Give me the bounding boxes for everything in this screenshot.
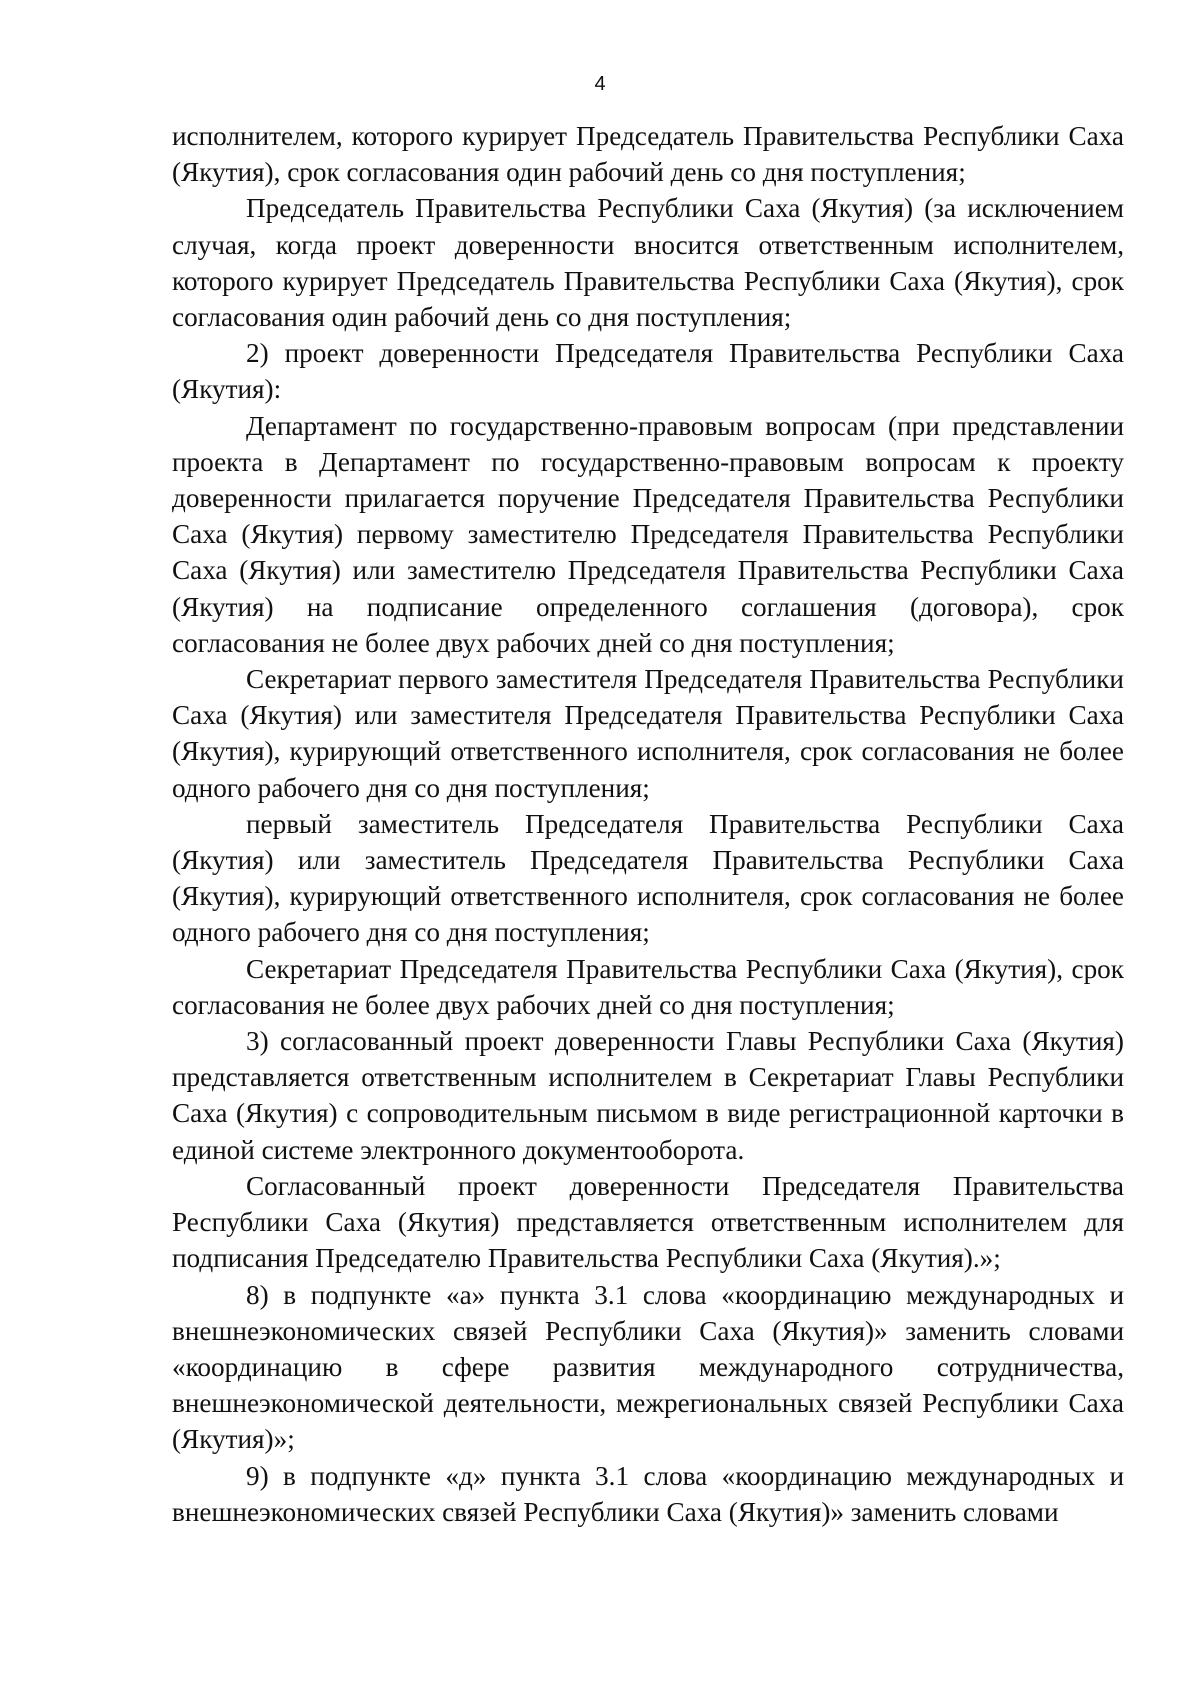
paragraph: 8) в подпункте «а» пункта 3.1 слова «координацию международных и внешнеэкономических связей Республики Саха (Якутия)» заменить словами «координацию в сфере развития международного сотрудничества, внешнеэкономической деятельности, межрегиональных связей Республики Саха (Якутия)»; — [172, 1279, 1124, 1455]
paragraph: Секретариат Председателя Правительства Республики Саха (Якутия), срок согласования не более двух рабочих дней со дня поступления; — [172, 953, 1124, 1020]
paragraph: Секретариат первого заместителя Председателя Правительства Республики Саха (Якутия) или заместителя Председателя Правительства Республики Саха (Якутия), курирующий ответственного исполнителя, срок согласования не более одного рабочего дня со дня поступления; — [172, 664, 1124, 803]
paragraph: исполнителем, которого курирует Председатель Правительства Республики Саха (Якутия), срок согласования один рабочий день со дня поступления; — [172, 121, 1124, 188]
paragraph: Председатель Правительства Республики Саха (Якутия) (за исключением случая, когда проект доверенности вносится ответственным исполнителем, которого курирует Председатель Правительства Республики Саха (Якутия), срок согласования один рабочий день со дня поступления; — [172, 193, 1124, 333]
paragraph: Согласованный проект доверенности Председателя Правительства Республики Саха (Якутия) представляется ответственным исполнителем для подписания Председателю Правительства Республики Саха (Якутия).»; — [172, 1170, 1124, 1274]
document-body — [172, 118, 1124, 1530]
paragraph: Департамент по государственно-правовым вопросам (при представлении проекта в Департамент по государственно-правовым вопросам к проекту доверенности прилагается поручение Председателя Правительства Республики Саха (Якутия) первому заместителю Председателя Правительства Республики Саха (Якутия) или заместителю Председателя Правительства Республики Саха (Якутия) на подписание определенного соглашения (договора), срок согласования не более двух рабочих дней со дня поступления; — [172, 410, 1124, 658]
paragraph: 2) проект доверенности Председателя Правительства Республики Саха (Якутия): — [172, 338, 1124, 405]
paragraph: 9) в подпункте «д» пункта 3.1 слова «координацию международных и внешнеэкономических связей Республики Саха (Якутия)» заменить словами — [172, 1460, 1124, 1527]
paragraph: первый заместитель Председателя Правительства Республики Саха (Якутия) или заместитель Председателя Правительства Республики Саха (Якутия), курирующий ответственного исполнителя, срок согласования не более одного рабочего дня со дня поступления; — [172, 808, 1124, 948]
paragraph: 3) согласованный проект доверенности Главы Республики Саха (Якутия) представляется ответственным исполнителем в Секретариат Главы Республики Саха (Якутия) с сопроводительным письмом в виде регистрационной карточки в единой системе электронного документооборота. — [172, 1026, 1124, 1165]
page-number: 4 — [594, 73, 606, 95]
